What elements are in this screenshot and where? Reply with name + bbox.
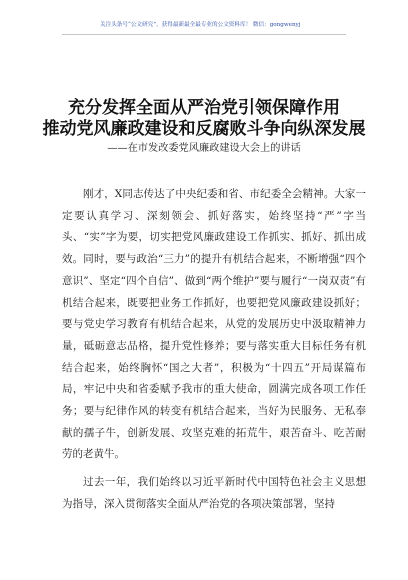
body-paragraph: 刚才，X同志传达了中央纪委和省、市纪委全会精神。大家一定要认真学习、深刻领会、抓好落实，始终坚持“严”字当头、“实”字为要，切实把党风廉政建设工作抓实、抓好、抓出成效。同时，要与政治“三力”的提升有机结合起来，不断增强“四个意识”、坚定“四个自信”、做到“两个维护”要与履行“一岗双责”有机结合起来，既要把业务工作抓好，也要把党风廉政建设抓好；要与党史学习教育有机结合起来，从党的发展历史中汲取精神力量，砥砺意志品格，提升党性修养；要与落实重大目标任务有机结合起来，始终胸怀“国之大者”，积极为“十四五”开局谋篇布局，牢记中央和省委赋予我市的重大使命，圆满完成各项工作任务；要与纪律作风的转变有机结合起来，当好为民服务、无私奉献的孺子牛，创新发展、攻坚克难的拓荒牛，艰苦奋斗、吃苦耐劳的老黄牛。 xyxy=(62,188,366,461)
document-subtitle: ——在市发改委党风廉政建设大会上的讲话 xyxy=(107,143,301,154)
header-banner: 关注头条号“公文研究”，获得最新最全最专业的公文资料库！ 微信：gongwenyj xyxy=(100,22,301,28)
body-paragraph: 过去一年，我们始终以习近平新时代中国特色社会主义思想为指导，深入贯彻落实全面从严治党的各项决策部署，坚持 xyxy=(62,476,366,510)
document-title-line-2: 推动党风廉政建设和反腐败斗争向纵深发展 xyxy=(42,119,366,139)
document-body xyxy=(62,184,366,516)
header-divider xyxy=(62,34,346,35)
document-title-line-1: 充分发挥全面从严治党引领保障作用 xyxy=(68,98,340,118)
